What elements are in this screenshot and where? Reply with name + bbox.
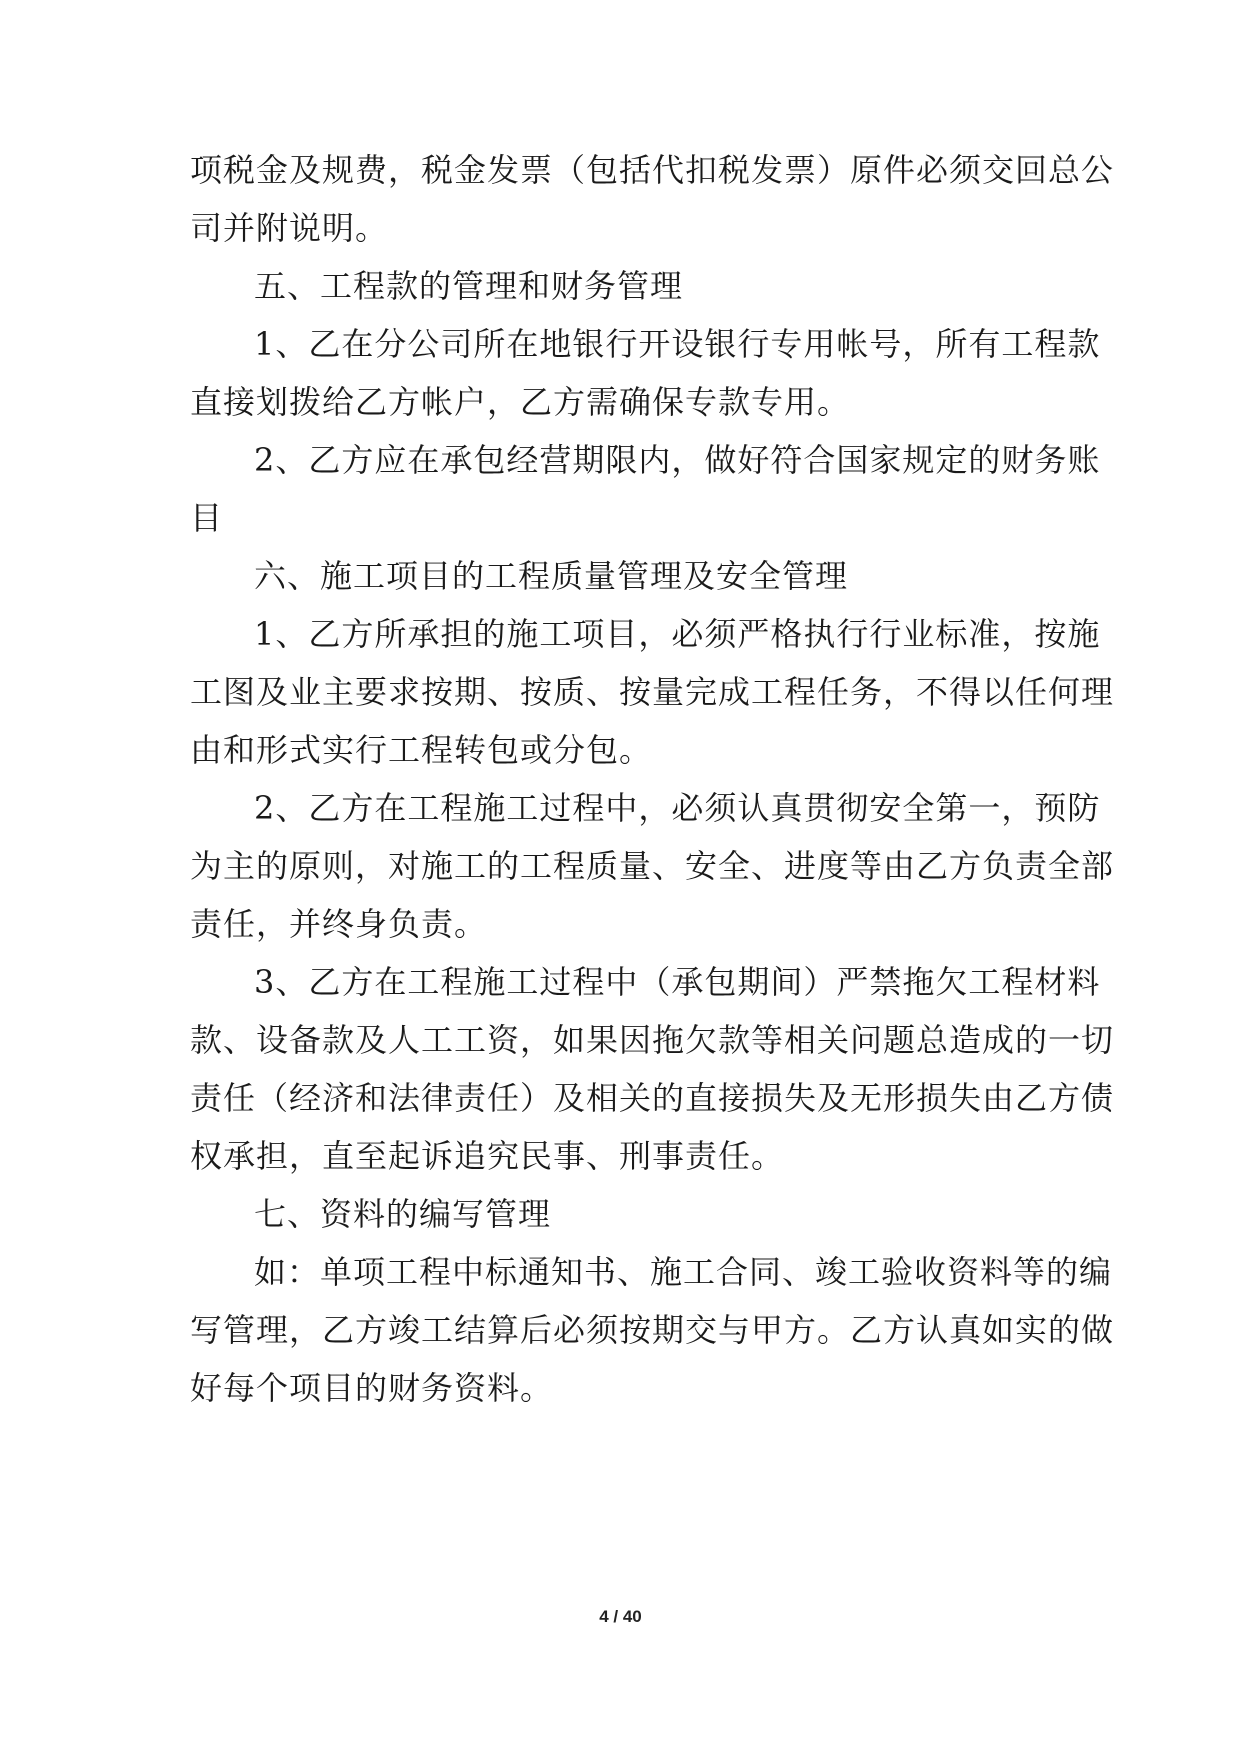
body-text-line: 为主的原则，对施工的工程质量、安全、进度等由乙方负责全部 bbox=[190, 847, 1115, 885]
body-text-line: 好每个项目的财务资料。 bbox=[190, 1369, 554, 1407]
body-text-line: 直接划拨给乙方帐户，乙方需确保专款专用。 bbox=[190, 383, 851, 421]
body-text-line: 由和形式实行工程转包或分包。 bbox=[190, 731, 653, 769]
body-text-line: 目 bbox=[190, 499, 224, 537]
body-text-line: 项税金及规费，税金发票（包括代扣税发票）原件必须交回总公 bbox=[190, 151, 1115, 189]
body-text-line: 写管理，乙方竣工结算后必须按期交与甲方。乙方认真如实的做 bbox=[190, 1311, 1115, 1349]
body-text-line: 2、乙方应在承包经营期限内，做好符合国家规定的财务账 bbox=[254, 441, 1101, 479]
body-text-line: 责任，并终身负责。 bbox=[190, 905, 488, 943]
section-heading-7: 七、资料的编写管理 bbox=[254, 1195, 552, 1233]
section-heading-6: 六、施工项目的工程质量管理及安全管理 bbox=[254, 557, 849, 595]
body-text-line: 司并附说明。 bbox=[190, 209, 389, 247]
page-number: 4 / 40 bbox=[599, 1607, 642, 1626]
body-text-line: 2、乙方在工程施工过程中，必须认真贯彻安全第一，预防 bbox=[254, 789, 1101, 827]
section-heading-5: 五、工程款的管理和财务管理 bbox=[254, 267, 684, 305]
body-text-line: 款、设备款及人工工资，如果因拖欠款等相关问题总造成的一切 bbox=[190, 1021, 1115, 1059]
body-text-line: 1、乙在分公司所在地银行开设银行专用帐号，所有工程款 bbox=[254, 325, 1101, 363]
body-text-line: 如：单项工程中标通知书、施工合同、竣工验收资料等的编 bbox=[254, 1253, 1113, 1291]
body-text-line: 3、乙方在工程施工过程中（承包期间）严禁拖欠工程材料 bbox=[254, 963, 1101, 1001]
body-text-line: 责任（经济和法律责任）及相关的直接损失及无形损失由乙方债 bbox=[190, 1079, 1115, 1117]
body-text-line: 1、乙方所承担的施工项目，必须严格执行行业标准，按施 bbox=[254, 615, 1101, 653]
body-text-line: 工图及业主要求按期、按质、按量完成工程任务，不得以任何理 bbox=[190, 673, 1115, 711]
body-text-line: 权承担，直至起诉追究民事、刑事责任。 bbox=[190, 1137, 785, 1175]
